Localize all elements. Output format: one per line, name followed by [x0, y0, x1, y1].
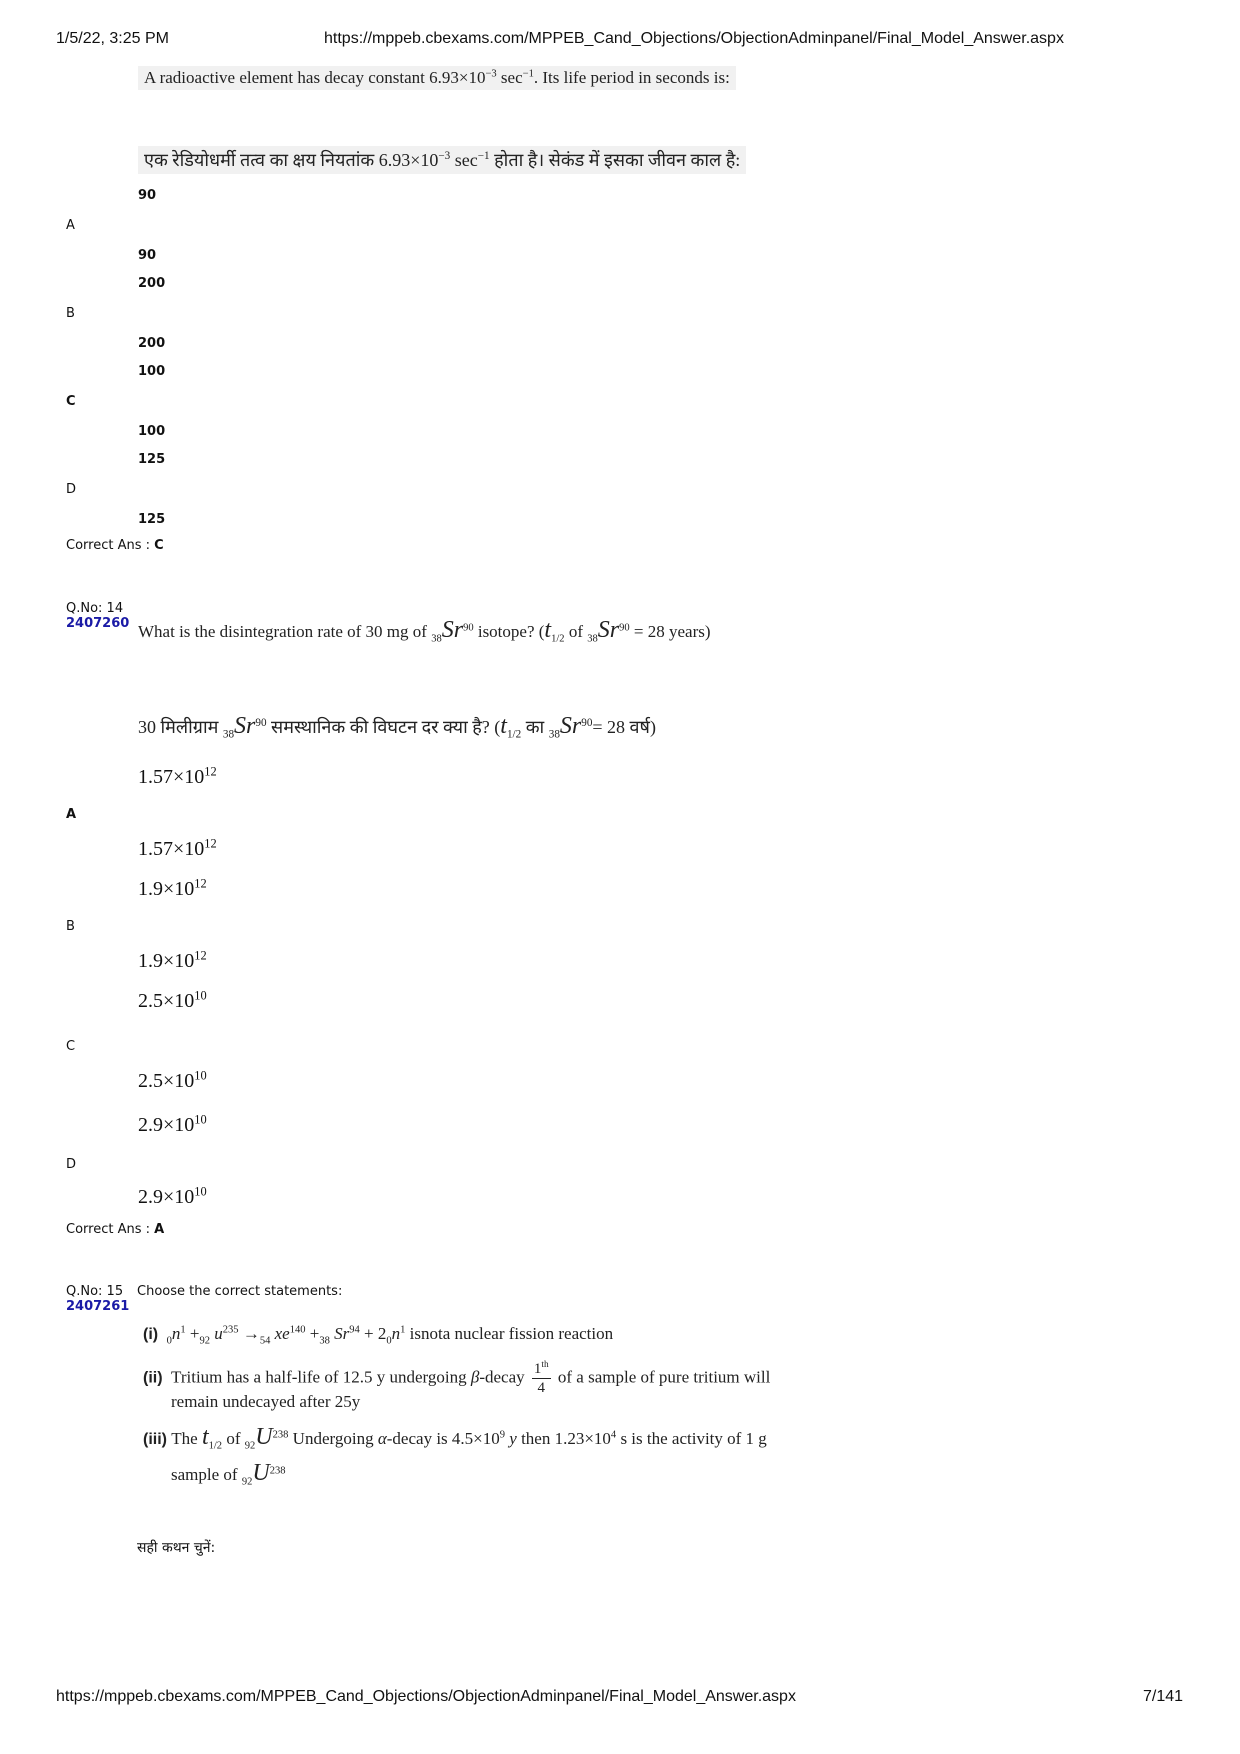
q14-option-a-text: $1.57\times 10^{12}$ — [138, 764, 217, 788]
q15-question-id: 2407261 — [66, 1299, 130, 1314]
q14-question-english: What is the disintegration rate of 30 mg of $_{38}Sr^{90}$ isotope? ($t_{1/2}$ of $_{38}Sr^{90} = 28$ years) — [138, 617, 711, 645]
q14-correct-answer: Correct Ans : A — [66, 1222, 165, 1237]
q13-option-c-value: 100 — [138, 424, 166, 439]
q13-option-d-letter: D — [66, 482, 77, 497]
q15-prompt: Choose the correct statements: — [137, 1284, 343, 1299]
q14-option-b-value: $1.9\times 10^{12}$ — [138, 948, 207, 972]
q13-option-c-text: 100 — [138, 364, 166, 379]
q13-option-a-value: 90 — [138, 248, 157, 263]
q15-statement-3: (iii) The $t_{1/2}$ of $_{92}U^{238}$ Undergoing α-decay is $4.5\times 10^9$ y then $1.23\times 10^4$ s is the activity of 1 g — [143, 1424, 767, 1452]
q13-option-d-value: 125 — [138, 512, 166, 527]
q13-option-c-letter: C — [66, 394, 76, 409]
q13-option-a-letter: A — [66, 218, 75, 233]
q14-option-a-letter: A — [66, 807, 77, 822]
q14-option-c-letter: C — [66, 1039, 76, 1054]
footer-url: https://mppeb.cbexams.com/MPPEB_Cand_Objections/ObjectionAdminpanel/Final_Model_Answer.aspx — [56, 1688, 796, 1705]
q14-option-b-text: $1.9\times 10^{12}$ — [138, 876, 207, 900]
q14-option-c-value: $2.5\times 10^{10}$ — [138, 1068, 207, 1092]
q15-prompt-hindi: सही कथन चुनें: — [137, 1540, 216, 1556]
print-datetime: 1/5/22, 3:25 PM — [56, 30, 169, 47]
q13-option-b-value: 200 — [138, 336, 166, 351]
q14-option-d-text: $2.9\times 10^{10}$ — [138, 1112, 207, 1136]
q15-statement-2: (ii) Tritium has a half-life of 12.5 y undergoing β-decay $\frac{1^{th}}{4}$ of a sample of pure tritium will — [143, 1360, 771, 1396]
q13-question-hindi: एक रेडियोधर्मी तत्व का क्षय नियतांक $6.93\times 10^{-3}$ $\sec^{-1}$ होता है। सेकंड में इसका जीवन काल है: — [138, 146, 746, 174]
page-number: 7/141 — [1143, 1688, 1184, 1705]
q15-statement-3-line2: sample of $_{92}U^{238}$ — [171, 1460, 286, 1488]
q14-option-d-letter: D — [66, 1157, 77, 1172]
print-url: https://mppeb.cbexams.com/MPPEB_Cand_Objections/ObjectionAdminpanel/Final_Model_Answer.aspx — [324, 30, 1064, 47]
q13-question-english: A radioactive element has decay constant $6.93\times 10^{-3}$ $\sec^{-1}$. Its life period in seconds is: — [138, 66, 736, 90]
q14-number: Q.No: 14 — [66, 601, 124, 616]
q13-option-b-text: 200 — [138, 276, 166, 291]
q14-option-b-letter: B — [66, 919, 75, 934]
fraction-quarter: $\frac{1^{th}}{4}$ — [533, 1360, 549, 1396]
q15-number: Q.No: 15 — [66, 1284, 124, 1299]
q14-question-id: 2407260 — [66, 616, 130, 631]
q13-option-b-letter: B — [66, 306, 75, 321]
q14-option-a-value: $1.57\times 10^{12}$ — [138, 836, 217, 860]
q13-option-d-text: 125 — [138, 452, 166, 467]
q14-question-hindi: 30 मिलीग्राम $_{38}Sr^{90}$ समस्थानिक की विघटन दर क्या है? ($t_{1/2}$ का $_{38}Sr^{90}= 28$ वर्ष) — [138, 713, 656, 741]
q13-correct-answer: Correct Ans : C — [66, 538, 164, 553]
q15-statement-2-line2: remain undecayed after 25y — [171, 1392, 361, 1411]
q14-option-d-value: $2.9\times 10^{10}$ — [138, 1184, 207, 1208]
q13-option-a-text: 90 — [138, 188, 157, 203]
q15-statement-1: (i) $_0n^1 +_{92}$ $u^{235} \to_{54}$ $xe^{140} +_{38}$ $Sr^{94} + 2_0n^1$ isnota nuclear fission reaction — [143, 1324, 614, 1347]
q14-option-c-text: $2.5\times 10^{10}$ — [138, 988, 207, 1012]
